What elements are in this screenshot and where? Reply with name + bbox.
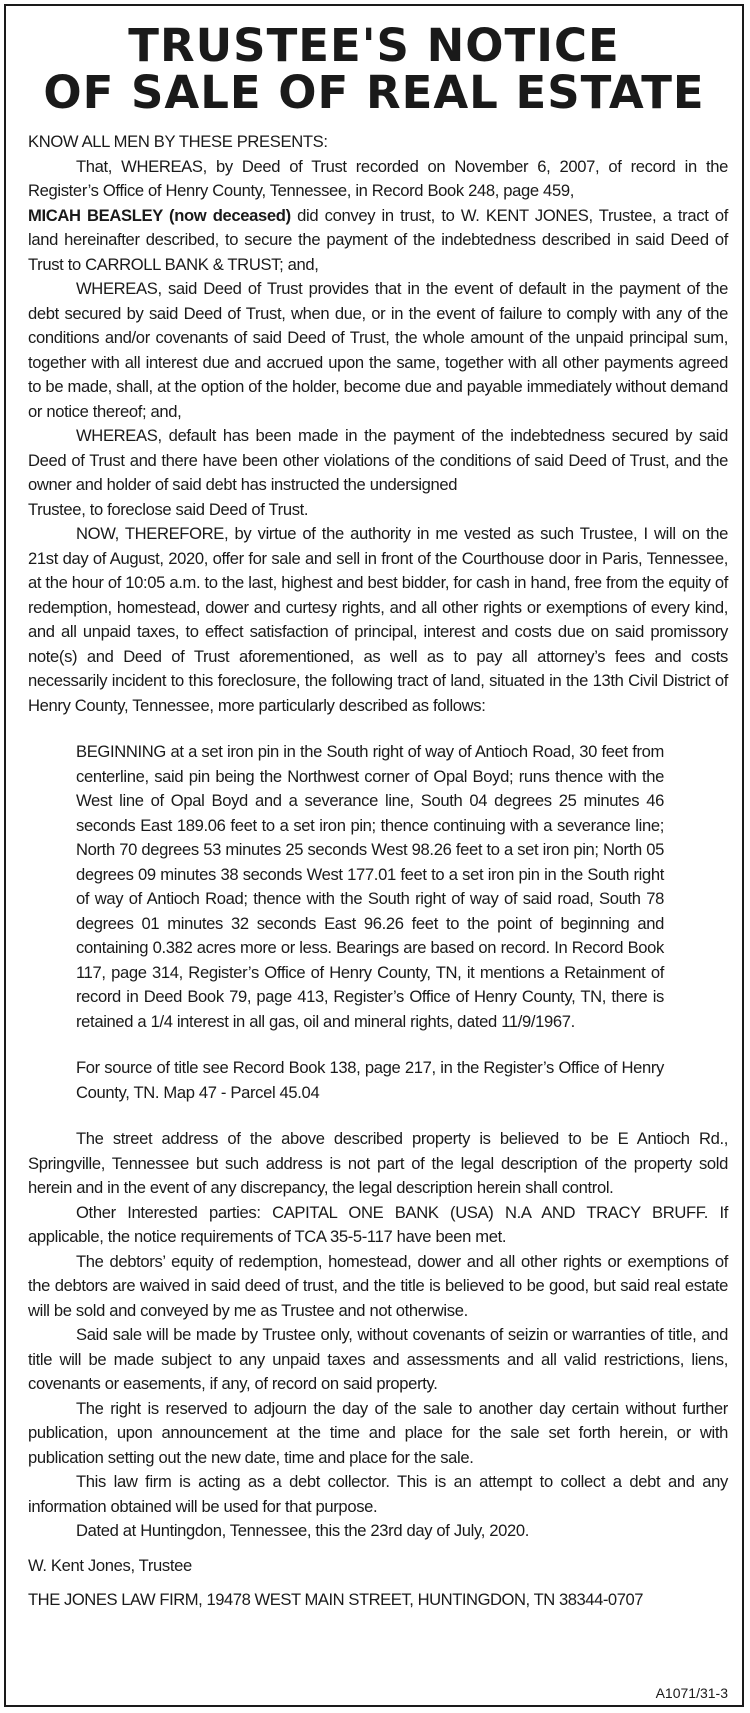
salutation: KNOW ALL MEN BY THESE PRESENTS: xyxy=(28,132,328,151)
p3-text: WHEREAS, default has been made in the payment of the indebtedness secured by said Deed of Trust and there have been other violations of the conditions of said Deed of Trust, and the owner and holder of said debt has instructed the undersigned xyxy=(28,426,728,494)
legal-notice xyxy=(4,4,744,1707)
paragraph-deed-of-trust xyxy=(28,155,728,278)
dated-line: Dated at Huntingdon, Tennessee, this the 23rd day of July, 2020. xyxy=(76,1521,529,1540)
paragraph-interested-parties: Other Interested parties: CAPITAL ONE BANK (USA) N.A AND TRACY BRUFF. If applicable, the notice requirements of TCA 35-5-117 have been met. xyxy=(28,1202,728,1246)
title-line-1: TRUSTEE'S NOTICE xyxy=(128,19,620,72)
paragraph-street-address: The street address of the above described property is believed to be E Antioch Rd., Springville, Tennessee but such address is not part of the legal description of the property sold herein and in the event of any discrepancy, the legal description herein shall control. xyxy=(28,1129,728,1197)
trustee-signature: W. Kent Jones, Trustee xyxy=(28,1555,192,1575)
paragraph-default-provision: WHEREAS, said Deed of Trust provides that in the event of default in the payment of the debt secured by said Deed of Trust, when due, or in the event of failure to comply with any of the conditions and/or covenants of said Deed of Trust, the whole amount of the unpaid principal sum, together with all interest due and accrued upon the same, together with all other payments agreed to be made, shall, at the option of the holder, become due and payable immediately without demand or notice thereof; and, xyxy=(28,279,728,421)
ad-code: A1071/31-3 xyxy=(655,1685,728,1701)
paragraph-sale-terms: NOW, THEREFORE, by virtue of the authority in me vested as such Trustee, I will on the 21st day of August, 2020, offer for sale and sell in front of the Courthouse door in Paris, Tennessee, at the hour of 10:05 a.m. to the last, highest and best bidder, for cash in hand, free from the equity of redemption, homestead, dower and curtesy rights, and all other rights or exemptions of every kind, and all unpaid taxes, to effect satisfaction of principal, interest and costs due on said promissory note(s) and Deed of Trust aforementioned, as well as to pay all attorney’s fees and costs necessarily incident to this foreclosure, the following tract of land, situated in the 13th Civil District of Henry County, Tennessee, more particularly described as follows: xyxy=(28,524,728,715)
legal-description: BEGINNING at a set iron pin in the South right of way of Antioch Road, 30 feet from centerline, said pin being the Northwest corner of Opal Boyd; runs thence with the West line of Opal Boyd and a severance line, South 04 degrees 25 minutes 46 seconds East 189.06 feet to a set iron pin; thence continuing with a severance line; North 70 degrees 53 minutes 25 seconds West 98.26 feet to a set iron pin; North 05 degrees 09 minutes 38 seconds West 177.01 feet to a set iron pin in the South right of way of Antioch Road; thence with the South right of way of said road, South 78 degrees 01 minutes 32 seconds East 96.26 feet to the point of beginning and containing 0.382 acres more or less. Bearings are based on record. In Record Book 117, page 314, Register’s Office of Henry County, TN, it mentions a Retainment of record in Deed Book 79, page 413, Register’s Office of Henry County, TN, there is retained a 1/4 interest in all gas, oil and mineral rights, dated 11/9/1967. xyxy=(76,742,664,1031)
paragraph-debt-collector: This law firm is acting as a debt collector. This is an attempt to collect a debt and any information obtained will be used for that purpose. xyxy=(28,1472,728,1516)
title-line-2: OF SALE OF REAL ESTATE xyxy=(43,66,705,119)
paragraph-adjournment: The right is reserved to adjourn the day of the sale to another day certain without further publication, upon announcement at the time and place for the sale set forth herein, or with publication setting out the new date, time and place for the sale. xyxy=(28,1398,728,1467)
notice-title xyxy=(6,19,742,119)
notice-body xyxy=(28,130,728,1613)
paragraph-default-made xyxy=(28,424,728,522)
grantor-name: MICAH BEASLEY (now deceased) xyxy=(28,205,291,225)
source-of-title: For source of title see Record Book 138, page 217, in the Register’s Office of Henry County, TN. Map 47 - Parcel 45.04 xyxy=(76,1058,664,1102)
p3-text-cont: Trustee, to foreclose said Deed of Trust. xyxy=(28,499,309,519)
law-firm-address: THE JONES LAW FIRM, 19478 WEST MAIN STREET, HUNTINGDON, TN 38344-0707 xyxy=(28,1590,644,1609)
paragraph-no-warranties: Said sale will be made by Trustee only, without covenants of seizin or warranties of title, and title will be made subject to any unpaid taxes and assessments and all valid restrictions, liens, covenants or easements, if any, of record on said property. xyxy=(28,1325,728,1393)
p1-text-cont: did convey in trust, to W. KENT JONES, Trustee, a tract of land hereinafter described, to secure the payment of the indebtedness described in said Deed of Trust to CARROLL BANK & TRUST; and, xyxy=(28,205,728,274)
p1-text: That, WHEREAS, by Deed of Trust recorded on November 6, 2007, of record in the Register’s Office of Henry County, Tennessee, in Record Book 248, page 459, xyxy=(28,156,728,200)
paragraph-equity-waived: The debtors’ equity of redemption, homestead, dower and all other rights or exemptions of the debtors are waived in said deed of trust, and the title is believed to be good, but said real estate will be sold and conveyed by me as Trustee and not otherwise. xyxy=(28,1251,728,1320)
